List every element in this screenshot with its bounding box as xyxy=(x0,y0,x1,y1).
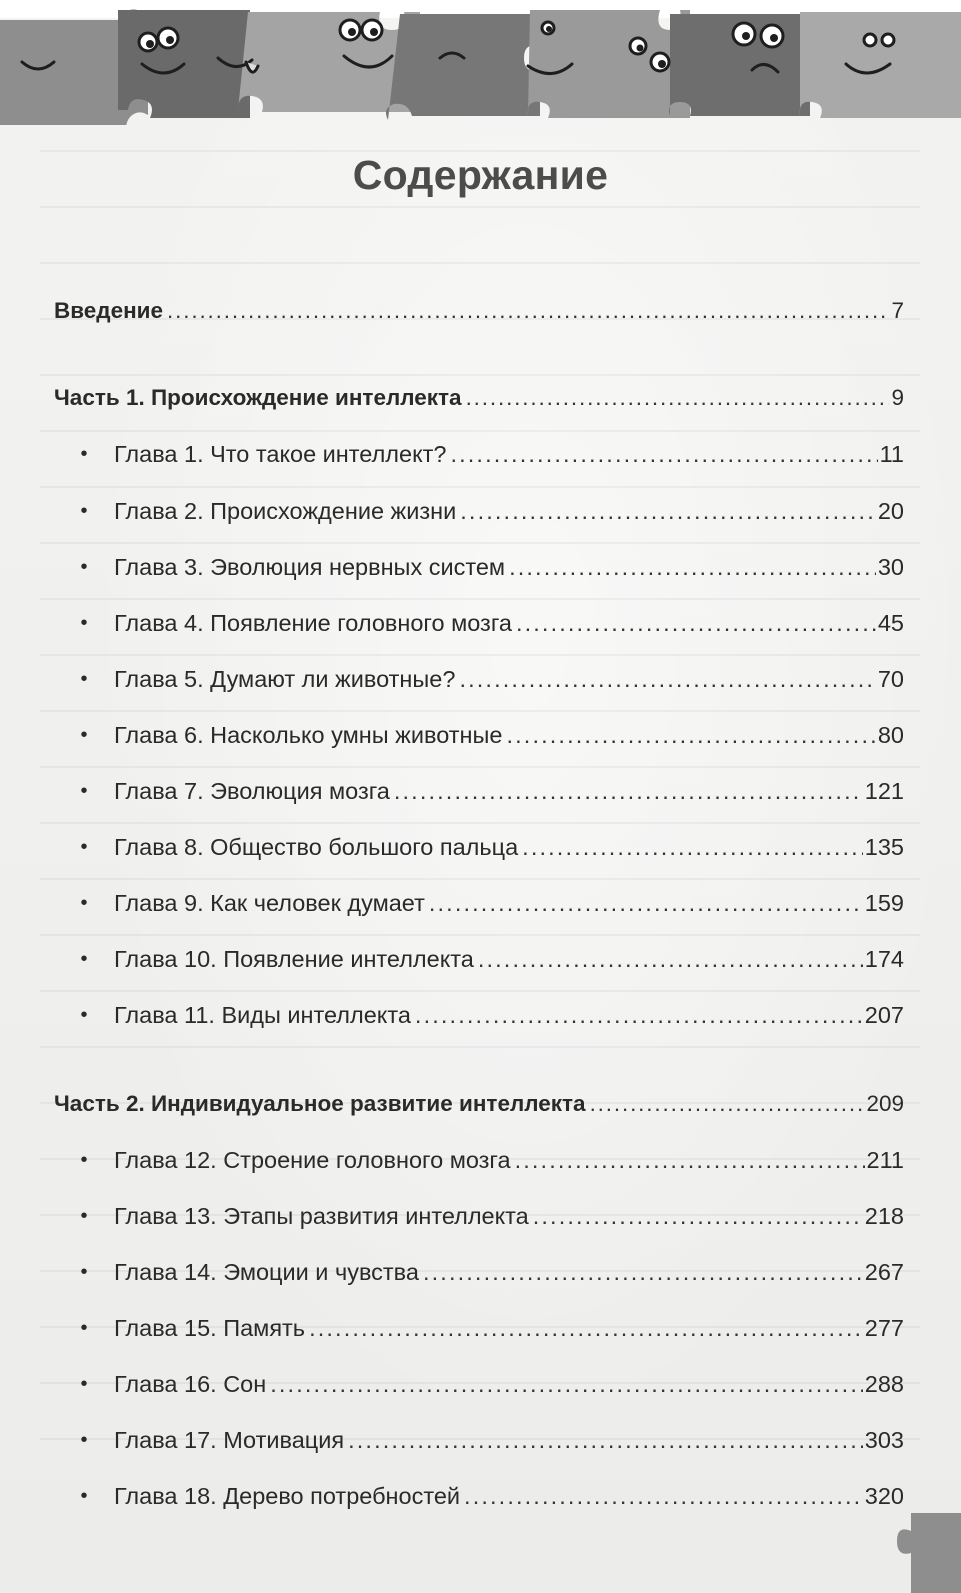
toc-entry-label: Глава 18. Дерево потребностей xyxy=(114,1482,461,1509)
bullet-icon: • xyxy=(80,611,88,634)
toc-page-number: 303 xyxy=(864,1426,904,1453)
toc-page-number: 121 xyxy=(864,777,904,804)
toc-entry-chapter[interactable] xyxy=(54,941,904,977)
toc-page-number: 267 xyxy=(864,1258,904,1285)
toc-entry-label: Глава 17. Мотивация xyxy=(114,1426,345,1453)
toc-entry-label: Глава 7. Эволюция мозга xyxy=(114,777,390,804)
bullet-icon: • xyxy=(80,891,88,914)
toc-entry-label: Глава 15. Память xyxy=(114,1314,306,1341)
bullet-icon: • xyxy=(80,499,88,522)
table-of-contents xyxy=(54,0,904,1593)
bullet-icon: • xyxy=(80,947,88,970)
toc-entry-label: Глава 2. Происхождение жизни xyxy=(114,497,457,524)
toc-entry-label: Глава 12. Строение головного мозга xyxy=(114,1146,511,1173)
dot-leader xyxy=(415,1002,863,1029)
toc-page-number: 277 xyxy=(864,1314,904,1341)
toc-page-number: 7 xyxy=(891,298,904,323)
toc-page-number: 30 xyxy=(877,553,904,580)
toc-entry-label: Глава 10. Появление интеллекта xyxy=(114,945,474,972)
bullet-icon: • xyxy=(80,1148,88,1171)
toc-entry-chapter[interactable] xyxy=(54,773,904,809)
bullet-icon: • xyxy=(80,835,88,858)
toc-entry-label: Глава 3. Эволюция нервных систем xyxy=(114,553,506,580)
toc-page-number: 159 xyxy=(864,889,904,916)
toc-page-number: 70 xyxy=(877,665,904,692)
dot-leader xyxy=(450,441,877,468)
toc-page-number: 288 xyxy=(864,1370,904,1397)
dot-leader xyxy=(478,946,863,973)
dot-leader xyxy=(590,1091,865,1117)
dot-leader xyxy=(459,666,875,693)
bullet-icon: • xyxy=(80,442,88,465)
toc-page-number: 80 xyxy=(877,721,904,748)
dot-leader xyxy=(509,554,876,581)
toc-entry-label: Глава 8. Общество большого пальца xyxy=(114,833,519,860)
toc-entry-chapter[interactable] xyxy=(54,885,904,921)
bullet-icon: • xyxy=(80,723,88,746)
toc-entry-label: Глава 11. Виды интеллекта xyxy=(114,1001,411,1028)
dot-leader xyxy=(394,778,863,805)
bullet-icon: • xyxy=(80,555,88,578)
dot-leader xyxy=(429,890,863,917)
toc-entry-chapter[interactable] xyxy=(54,997,904,1033)
toc-entry-chapter[interactable] xyxy=(54,1198,904,1234)
toc-entry-chapter[interactable] xyxy=(54,1422,904,1458)
toc-entry-label: Глава 9. Как человек думает xyxy=(114,889,425,916)
toc-entry-label: Часть 1. Происхождение интеллекта xyxy=(54,385,462,410)
bullet-icon: • xyxy=(80,1204,88,1227)
toc-entry-chapter[interactable] xyxy=(54,829,904,865)
dot-leader xyxy=(270,1371,863,1398)
toc-page-number: 9 xyxy=(891,385,904,410)
dot-leader xyxy=(423,1259,863,1286)
toc-entry-label: Глава 5. Думают ли животные? xyxy=(114,665,456,692)
toc-entry-chapter[interactable] xyxy=(54,1142,904,1178)
toc-entry-chapter[interactable] xyxy=(54,605,904,641)
dot-leader xyxy=(515,1147,865,1174)
toc-entry-label: Глава 14. Эмоции и чувства xyxy=(114,1258,419,1285)
toc-page-number: 135 xyxy=(864,833,904,860)
dot-leader xyxy=(167,298,889,324)
toc-page-number: 211 xyxy=(866,1146,904,1173)
bullet-icon: • xyxy=(80,1316,88,1339)
toc-page-number: 174 xyxy=(864,945,904,972)
bullet-icon: • xyxy=(80,667,88,690)
toc-entry-chapter[interactable] xyxy=(54,1478,904,1514)
dot-leader xyxy=(466,385,890,411)
toc-page-number: 320 xyxy=(864,1482,904,1509)
bullet-icon: • xyxy=(80,1260,88,1283)
dot-leader xyxy=(460,498,876,525)
bullet-icon: • xyxy=(80,1003,88,1026)
toc-entry-chapter[interactable] xyxy=(54,1310,904,1346)
toc-entry-chapter[interactable] xyxy=(54,549,904,585)
dot-leader xyxy=(506,722,875,749)
bullet-icon: • xyxy=(80,779,88,802)
toc-entry-chapter[interactable] xyxy=(54,493,904,529)
toc-entry-chapter[interactable] xyxy=(54,1366,904,1402)
dot-leader xyxy=(348,1427,863,1454)
toc-entry-part[interactable] xyxy=(54,1086,904,1122)
bullet-icon: • xyxy=(80,1372,88,1395)
page-title: Содержание xyxy=(352,152,609,198)
toc-page-number: 11 xyxy=(879,440,904,467)
toc-page-number: 207 xyxy=(864,1001,904,1028)
toc-entry-chapter[interactable] xyxy=(54,661,904,697)
toc-entry-part[interactable] xyxy=(54,380,904,416)
toc-entry-label: Введение xyxy=(54,298,164,323)
toc-entry-chapter[interactable] xyxy=(54,436,904,472)
toc-entry-chapter[interactable] xyxy=(54,717,904,753)
bullet-icon: • xyxy=(80,1484,88,1507)
toc-entry-label: Часть 2. Индивидуальное развитие интеллекта xyxy=(54,1091,586,1116)
dot-leader xyxy=(464,1483,863,1510)
toc-entry-label: Глава 6. Насколько умны животные xyxy=(114,721,503,748)
toc-entry-label: Глава 4. Появление головного мозга xyxy=(114,609,512,636)
toc-entry-label: Глава 13. Этапы развития интеллекта xyxy=(114,1202,529,1229)
dot-leader xyxy=(309,1315,863,1342)
toc-entry-chapter[interactable] xyxy=(54,1254,904,1290)
toc-entry-intro[interactable] xyxy=(54,293,904,329)
dot-leader xyxy=(533,1203,863,1230)
toc-page-number: 209 xyxy=(866,1091,904,1116)
toc-page-number: 218 xyxy=(864,1202,904,1229)
toc-page-number: 20 xyxy=(877,497,904,524)
toc-page-number: 45 xyxy=(877,609,904,636)
dot-leader xyxy=(522,834,863,861)
toc-entry-label: Глава 16. Сон xyxy=(114,1370,267,1397)
toc-entry-label: Глава 1. Что такое интеллект? xyxy=(114,440,447,467)
dot-leader xyxy=(516,610,876,637)
bullet-icon: • xyxy=(80,1428,88,1451)
